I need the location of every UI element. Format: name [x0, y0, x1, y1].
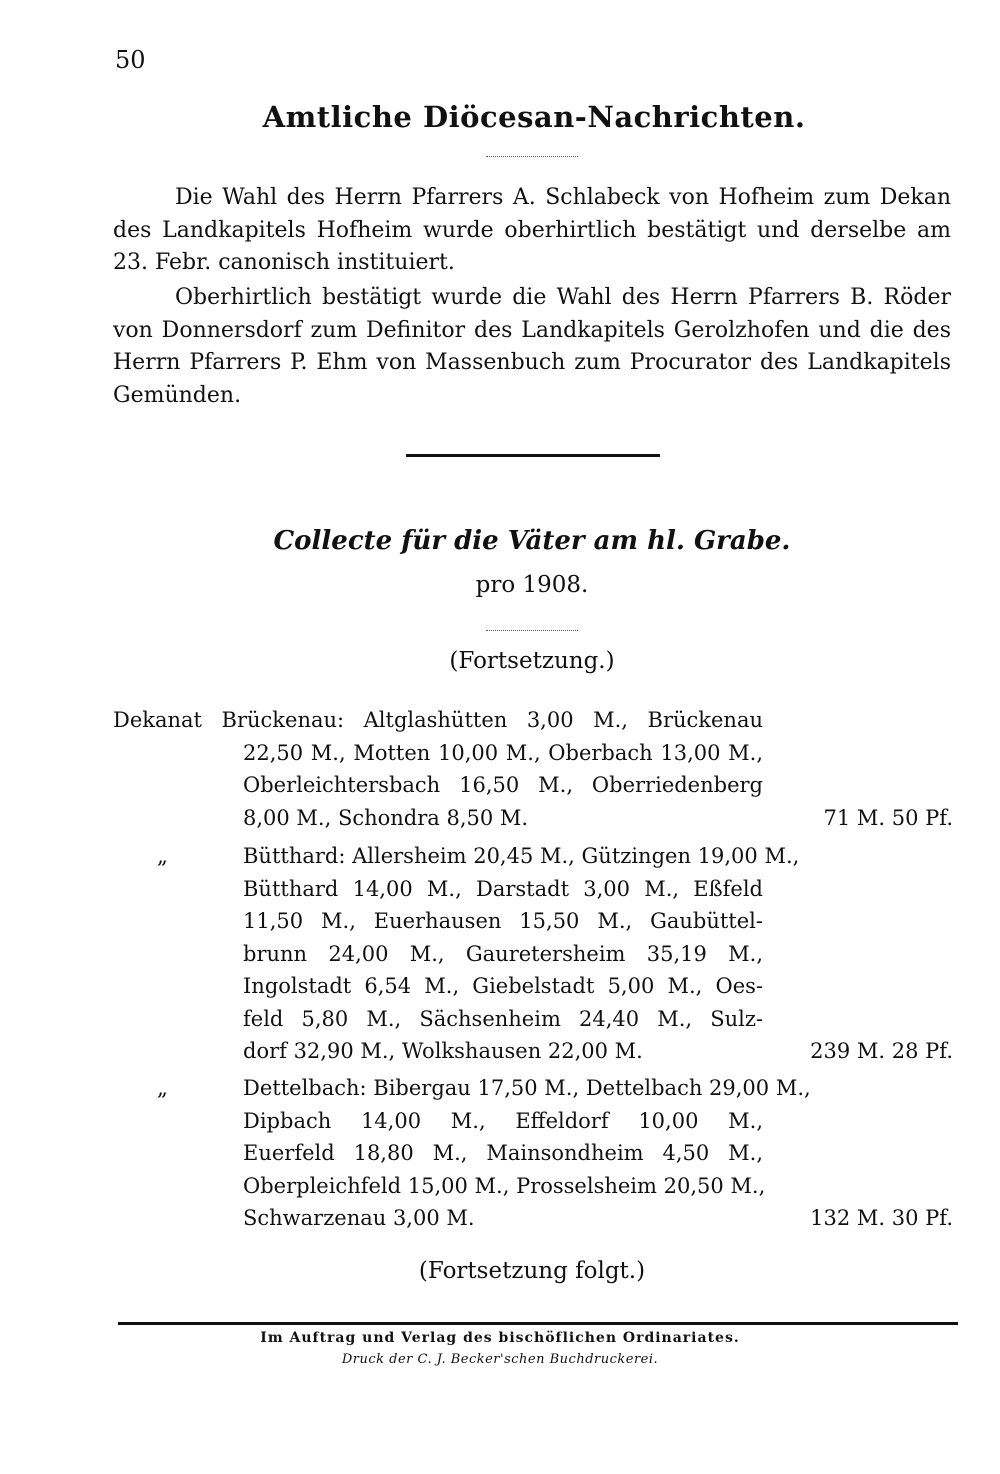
- entry-line: [113, 1170, 953, 1203]
- entry-line: [113, 873, 953, 906]
- entry-line: [113, 1003, 953, 1036]
- entry-line: [113, 1202, 953, 1235]
- collection-entry-dettelbach: [113, 1072, 953, 1235]
- footer-rule: [118, 1322, 958, 1325]
- continuation-note: (Fortsetzung.): [449, 648, 615, 674]
- entry-line: [113, 938, 953, 971]
- entry-line-text: Dettelbach: Bibergau 17,50 M., Dettelbach 29,00 M.,: [243, 1076, 811, 1100]
- entry-total: 132 M. 30 Pf.: [810, 1206, 953, 1230]
- paragraph-definitor-procurator: Oberhirtlich bestätigt wurde die Wahl des Herrn Pfarrers B. Röder von Donnersdorf zum Definitor des Landkapitels Gerolzhofen und die des Herrn Pfarrers P. Ehm von Massenbuch zum Procurator des Landkapitels Gemünden.: [113, 285, 951, 408]
- imprint-publisher: Im Auftrag und Verlag des bischöflichen Ordinariates.: [260, 1330, 740, 1346]
- entry-line-text: Oberpleichfeld 15,00 M., Prosselsheim 20,50 M.,: [243, 1173, 766, 1198]
- entry-total: 239 M. 28 Pf.: [810, 1039, 953, 1063]
- entry-total: 71 M. 50 Pf.: [823, 805, 953, 830]
- imprint-printer: Druck der C. J. Becker'schen Buchdruckerei.: [341, 1352, 659, 1367]
- entry-line-text: brunn 24,00 M., Gauretersheim 35,19 M.,: [243, 941, 763, 966]
- section-title-collection: Collecte für die Väter am hl. Grabe.: [273, 526, 791, 556]
- entry-line-text: Bütthard: Allersheim 20,45 M., Gützingen 19,00 M.,: [243, 844, 800, 868]
- entry-line-text: Bütthard 14,00 M., Darstadt 3,00 M., Eßfeld: [243, 876, 763, 901]
- paragraph-dekan-election: Die Wahl des Herrn Pfarrers A. Schlabeck von Hofheim zum Dekan des Landkapitels Hofheim wurde oberhirtlich bestätigt und derselbe am 23. Febr. canonisch instituiert.: [113, 185, 951, 275]
- entry-line-text: Dekanat Brückenau: Altglashütten 3,00 M., Brückenau: [113, 708, 763, 732]
- entry-line-text: dorf 32,90 M., Wolkshausen 22,00 M.: [243, 1039, 643, 1063]
- ornament-divider: [486, 630, 578, 631]
- entry-line-text: 11,50 M., Euerhausen 15,50 M., Gaubüttel-: [243, 909, 763, 933]
- entry-line-text: Ingolstadt 6,54 M., Giebelstadt 5,00 M., Oes-: [243, 974, 763, 998]
- entry-line: [113, 737, 953, 770]
- collection-entry-brueckenau: [113, 704, 953, 834]
- to-be-continued-note: (Fortsetzung folgt.): [418, 1258, 646, 1284]
- entry-line: [113, 802, 953, 835]
- entry-line-text: Oberleichtersbach 16,50 M., Oberriedenberg: [243, 773, 763, 797]
- section-subtitle-year: pro 1908.: [475, 572, 589, 598]
- section-title-diocesan-news: Amtliche Diöcesan-Nachrichten.: [262, 100, 806, 134]
- entry-line-text: feld 5,80 M., Sächsenheim 24,40 M., Sulz-: [243, 1006, 763, 1031]
- page-number: 50: [115, 46, 146, 74]
- entry-line: [113, 1035, 953, 1068]
- entry-line-text: Euerfeld 18,80 M., Mainsondheim 4,50 M.,: [243, 1141, 763, 1165]
- entry-line-text: 8,00 M., Schondra 8,50 M.: [243, 805, 529, 830]
- entry-line: [113, 1137, 953, 1170]
- entry-line-text: Schwarzenau 3,00 M.: [243, 1206, 475, 1230]
- entry-line: [113, 840, 953, 873]
- collection-entry-buetthard: [113, 840, 953, 1068]
- entry-line-text: 22,50 M., Motten 10,00 M., Oberbach 13,00 M.,: [243, 740, 763, 765]
- section-divider-rule: [406, 454, 660, 457]
- ornament-divider: [486, 156, 578, 157]
- ditto-mark: „: [157, 1076, 168, 1100]
- entry-line: [113, 1072, 953, 1105]
- entry-line: [113, 704, 953, 737]
- entry-line: [113, 970, 953, 1003]
- entry-line-text: Dipbach 14,00 M., Effeldorf 10,00 M.,: [243, 1108, 763, 1133]
- entry-line: [113, 769, 953, 802]
- ditto-mark: „: [157, 844, 168, 868]
- entry-line: [113, 1105, 953, 1138]
- entry-line: [113, 905, 953, 938]
